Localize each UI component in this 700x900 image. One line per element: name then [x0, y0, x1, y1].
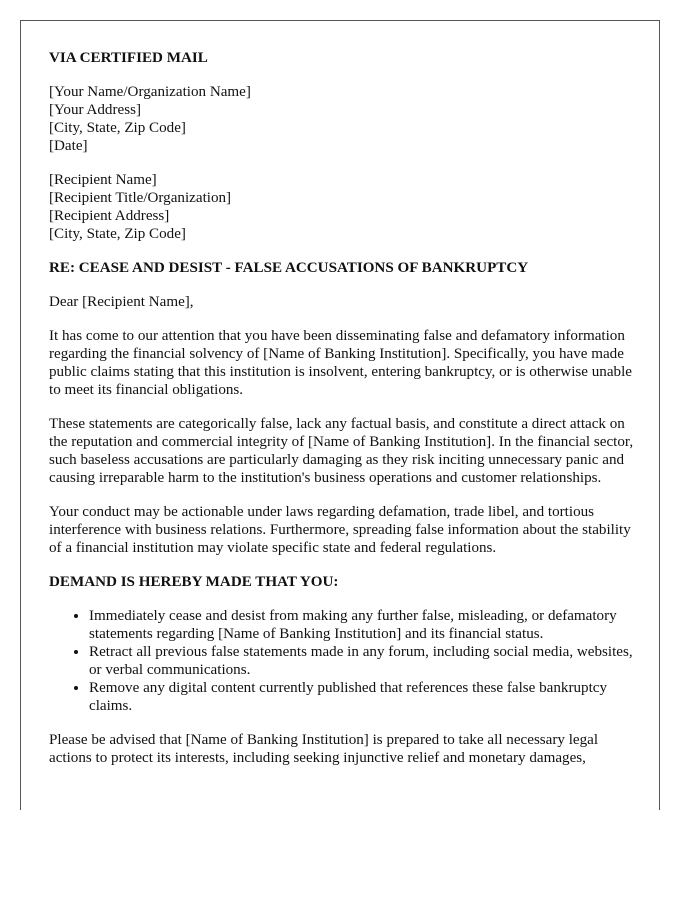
demand-item: • Remove any digital content currently published that references these false bankruptcy claims. [89, 679, 639, 715]
salutation: Dear [Recipient Name], [49, 294, 194, 310]
recipient-city-state-zip: [City, State, Zip Code] [49, 226, 186, 242]
body-paragraph: Your conduct may be actionable under laws regarding defamation, trade libel, and tortious interference with business relations. Furthermore, spreading false information about the stability of a financial institution may violate specific state and federal regulations. [49, 504, 631, 556]
recipient-address: [Recipient Address] [49, 208, 170, 224]
body-paragraph: These statements are categorically false, lack any factual basis, and constitute a direct attack on the reputation and commercial integrity of [Name of Banking Institution]. In the financial sector, such baseless accusations are particularly damaging as they risk inciting unnecessary panic and causing irreparable harm to the institution's business operations and customer relationships. [49, 416, 634, 486]
recipient-block [49, 171, 639, 243]
letter-page [20, 20, 660, 810]
sender-address: [Your Address] [49, 102, 141, 118]
delivery-method: VIA CERTIFIED MAIL [49, 50, 208, 66]
sender-city-state-zip: [City, State, Zip Code] [49, 120, 186, 136]
letter-date: [Date] [49, 138, 88, 154]
sender-block [49, 83, 639, 155]
closing-paragraph: Please be advised that [Name of Banking Institution] is prepared to take all necessary legal actions to protect its interests, including seeking injunctive relief and monetary damages, [49, 732, 599, 766]
demand-list [49, 607, 639, 715]
demand-heading: DEMAND IS HEREBY MADE THAT YOU: [49, 574, 339, 590]
letter-content [49, 49, 639, 783]
recipient-title-org: [Recipient Title/Organization] [49, 190, 232, 206]
subject-line: RE: CEASE AND DESIST - FALSE ACCUSATIONS OF BANKRUPTCY [49, 260, 529, 276]
sender-name: [Your Name/Organization Name] [49, 84, 251, 100]
demand-item: • Immediately cease and desist from making any further false, misleading, or defamatory statements regarding [Name of Banking Institution] and its financial status. [89, 607, 639, 643]
demand-item: • Retract all previous false statements made in any forum, including social media, websites, or verbal communications. [89, 643, 639, 679]
recipient-name: [Recipient Name] [49, 172, 157, 188]
body-paragraph: It has come to our attention that you have been disseminating false and defamatory information regarding the financial solvency of [Name of Banking Institution]. Specifically, you have made public claims stating that this institution is insolvent, entering bankruptcy, or is otherwise unable to meet its financial obligations. [49, 328, 632, 398]
